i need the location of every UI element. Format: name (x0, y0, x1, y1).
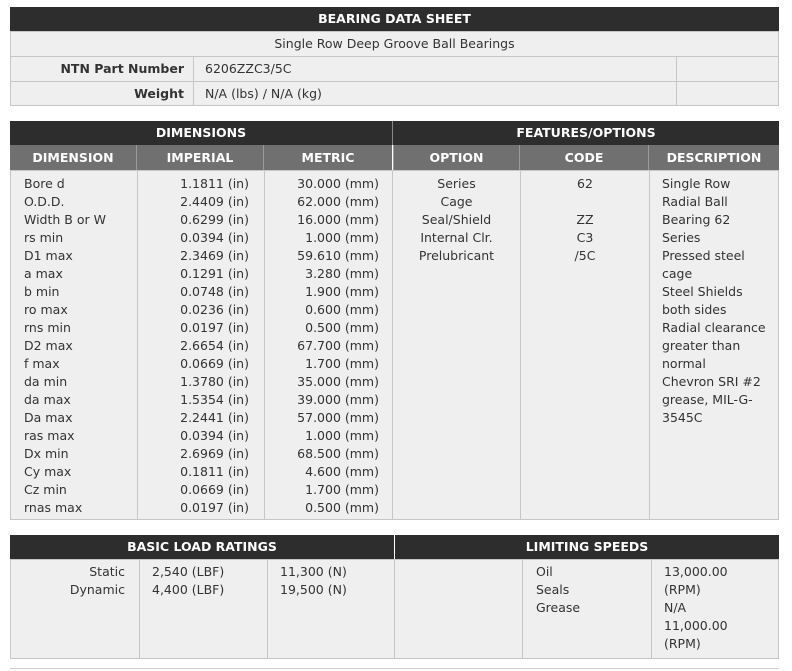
dimension-name: Bore d (24, 176, 65, 191)
load-rating-n-values (280, 563, 347, 599)
load-rating-label: Dynamic (69, 582, 125, 597)
dimension-imperial-values (180, 175, 249, 517)
load-rating-lbf: 4,400 (LBF) (152, 582, 225, 597)
dimensions-header-metric: METRIC (264, 145, 392, 170)
load-rating-lbf-values (152, 563, 224, 599)
load-rating-label: Static (89, 564, 125, 579)
dimension-name: Da max (24, 410, 73, 425)
features-header-option: OPTION (393, 145, 520, 170)
dimension-name: Cz min (24, 482, 67, 497)
dimension-metric-value: 0.600 (mm) (305, 302, 379, 317)
limiting-speed-value: N/A (664, 600, 687, 615)
load-rating-labels (70, 563, 125, 599)
dimension-imperial-value: 0.0669 (in) (180, 356, 249, 371)
description-line: Radial Ball (662, 194, 728, 209)
dimension-imperial-value: 1.1811 (in) (180, 176, 249, 191)
features-title: FEATURES/OPTIONS (516, 125, 656, 140)
dimension-metric-value: 16.000 (mm) (297, 212, 379, 227)
limiting-speed-label: Seals (536, 582, 570, 597)
description-line: Single Row (662, 176, 731, 191)
divider (676, 57, 677, 81)
description-line: grease, MIL-G- (662, 392, 753, 407)
dimension-name: ro max (24, 302, 68, 317)
divider (651, 560, 652, 658)
dimensions-header-dimension: DIMENSION (10, 145, 137, 170)
dimension-metric-values (297, 175, 379, 517)
divider (267, 560, 268, 658)
limiting-speed-label: Oil (536, 564, 553, 579)
part-number-label: NTN Part Number (11, 57, 194, 81)
dimension-name: b min (24, 284, 60, 299)
feature-codes (521, 175, 649, 265)
dimension-name: Dx min (24, 446, 69, 461)
dimension-name: f max (24, 356, 60, 371)
description-line: Series (662, 230, 701, 245)
limiting-speeds-title-bar (395, 535, 779, 559)
load-rating-n: 19,500 (N) (280, 582, 347, 597)
description-line: Pressed steel (662, 248, 745, 263)
option-code (521, 193, 649, 211)
dimension-names (24, 175, 106, 517)
dimension-imperial-value: 2.6654 (in) (180, 338, 249, 353)
description-line: greater than (662, 338, 741, 353)
dimension-name: da min (24, 374, 68, 389)
limiting-speed-label: Grease (536, 600, 581, 615)
features-header-code: CODE (520, 145, 649, 170)
dimension-imperial-value: 0.0394 (in) (180, 428, 249, 443)
limiting-speed-value: 13,000.00 (664, 564, 728, 579)
dimension-metric-value: 67.700 (mm) (297, 338, 379, 353)
divider (649, 171, 650, 519)
dimension-name: rnas max (24, 500, 83, 515)
dimension-metric-value: 1.000 (mm) (305, 230, 379, 245)
option-code: C3 (576, 230, 594, 245)
divider (137, 171, 138, 519)
dimensions-body (10, 170, 393, 520)
dimension-metric-value: 68.500 (mm) (297, 446, 379, 461)
weight-label: Weight (11, 82, 194, 105)
dimension-imperial-value: 0.1291 (in) (180, 266, 249, 281)
dimension-name: da max (24, 392, 71, 407)
dimension-name: D1 max (24, 248, 73, 263)
dimension-name: O.D.D. (24, 194, 65, 209)
sheet-subtitle: Single Row Deep Groove Ball Bearings (274, 36, 515, 51)
limiting-speed-value: (RPM) (664, 636, 701, 651)
dimension-imperial-value: 0.1811 (in) (180, 464, 249, 479)
dimension-imperial-value: 1.5354 (in) (180, 392, 249, 407)
dimension-imperial-value: 2.4409 (in) (180, 194, 249, 209)
dimension-name: Width B or W (24, 212, 106, 227)
dimension-imperial-value: 0.6299 (in) (180, 212, 249, 227)
dimension-name: rs min (24, 230, 64, 245)
dimension-name: Cy max (24, 464, 72, 479)
dimension-metric-value: 0.500 (mm) (305, 500, 379, 515)
features-title-bar (392, 121, 779, 145)
dimension-name: a max (24, 266, 63, 281)
option-name: Seal/Shield (421, 212, 492, 227)
dimensions-header-imperial: IMPERIAL (137, 145, 264, 170)
dimension-imperial-value: 0.0394 (in) (180, 230, 249, 245)
load-rating-n: 11,300 (N) (280, 564, 347, 579)
dimension-imperial-value: 2.6969 (in) (180, 446, 249, 461)
feature-options (393, 175, 520, 265)
description-line: cage (662, 266, 693, 281)
sheet-title: BEARING DATA SHEET (318, 11, 471, 26)
dimension-metric-value: 1.700 (mm) (305, 356, 379, 371)
dimension-imperial-value: 1.3780 (in) (180, 374, 249, 389)
description-line: both sides (662, 302, 727, 317)
dimension-imperial-value: 0.0669 (in) (180, 482, 249, 497)
sheet-subtitle-row (10, 31, 779, 57)
features-header-description: DESCRIPTION (649, 145, 779, 170)
description-line: Chevron SRI #2 (662, 374, 761, 389)
part-number-row (10, 57, 779, 82)
dimensions-title: DIMENSIONS (155, 125, 247, 140)
dimension-imperial-value: 0.0236 (in) (180, 302, 249, 317)
option-code: ZZ (576, 212, 594, 227)
divider (264, 171, 265, 519)
dimension-imperial-value: 2.2441 (in) (180, 410, 249, 425)
description-line: Steel Shields (662, 284, 743, 299)
bottom-divider (10, 668, 779, 669)
option-code: 62 (577, 176, 593, 191)
dimension-name: D2 max (24, 338, 73, 353)
limiting-speed-labels (536, 563, 580, 617)
dimension-name: ras max (24, 428, 75, 443)
part-number-value: 6206ZZC3/5C (205, 61, 292, 76)
divider (676, 82, 677, 105)
limiting-speeds-title: LIMITING SPEEDS (525, 539, 649, 554)
dimension-imperial-value: 0.0197 (in) (180, 500, 249, 515)
divider (522, 560, 523, 658)
description-line: 3545C (662, 410, 703, 425)
dimension-metric-value: 4.600 (mm) (305, 464, 379, 479)
option-code: /5C (574, 248, 596, 263)
weight-value: N/A (lbs) / N/A (kg) (205, 86, 322, 101)
dimension-metric-value: 30.000 (mm) (297, 176, 379, 191)
limiting-speed-values (664, 563, 728, 653)
load-ratings-title: BASIC LOAD RATINGS (127, 539, 277, 554)
dimension-metric-value: 1.700 (mm) (305, 482, 379, 497)
option-name: Series (437, 176, 476, 191)
dimension-metric-value: 62.000 (mm) (297, 194, 379, 209)
dimension-metric-value: 57.000 (mm) (297, 410, 379, 425)
dimension-metric-value: 3.280 (mm) (305, 266, 379, 281)
option-name: Prelubricant (418, 248, 495, 263)
option-name: Cage (440, 194, 473, 209)
dimension-metric-value: 39.000 (mm) (297, 392, 379, 407)
description-line: Bearing 62 (662, 212, 731, 227)
divider (139, 560, 140, 658)
load-ratings-title-bar (10, 535, 394, 559)
limiting-speeds-body (395, 559, 779, 659)
dimension-metric-value: 0.500 (mm) (305, 320, 379, 335)
limiting-speed-value: (RPM) (664, 582, 701, 597)
feature-description (662, 175, 766, 427)
dimension-metric-value: 35.000 (mm) (297, 374, 379, 389)
dimension-metric-value: 1.000 (mm) (305, 428, 379, 443)
limiting-speed-value: 11,000.00 (664, 618, 728, 633)
load-ratings-body (10, 559, 395, 659)
dimension-name: rns min (24, 320, 71, 335)
description-line: normal (662, 356, 706, 371)
dimension-metric-value: 1.900 (mm) (305, 284, 379, 299)
load-rating-lbf: 2,540 (LBF) (152, 564, 225, 579)
option-name: Internal Clr. (420, 230, 493, 245)
dimensions-title-bar (10, 121, 392, 145)
weight-row (10, 81, 779, 106)
dimension-imperial-value: 0.0748 (in) (180, 284, 249, 299)
sheet-title-bar (10, 7, 779, 31)
dimension-imperial-value: 2.3469 (in) (180, 248, 249, 263)
dimension-metric-value: 59.610 (mm) (297, 248, 379, 263)
features-body (392, 170, 779, 520)
dimension-imperial-value: 0.0197 (in) (180, 320, 249, 335)
description-line: Radial clearance (662, 320, 766, 335)
